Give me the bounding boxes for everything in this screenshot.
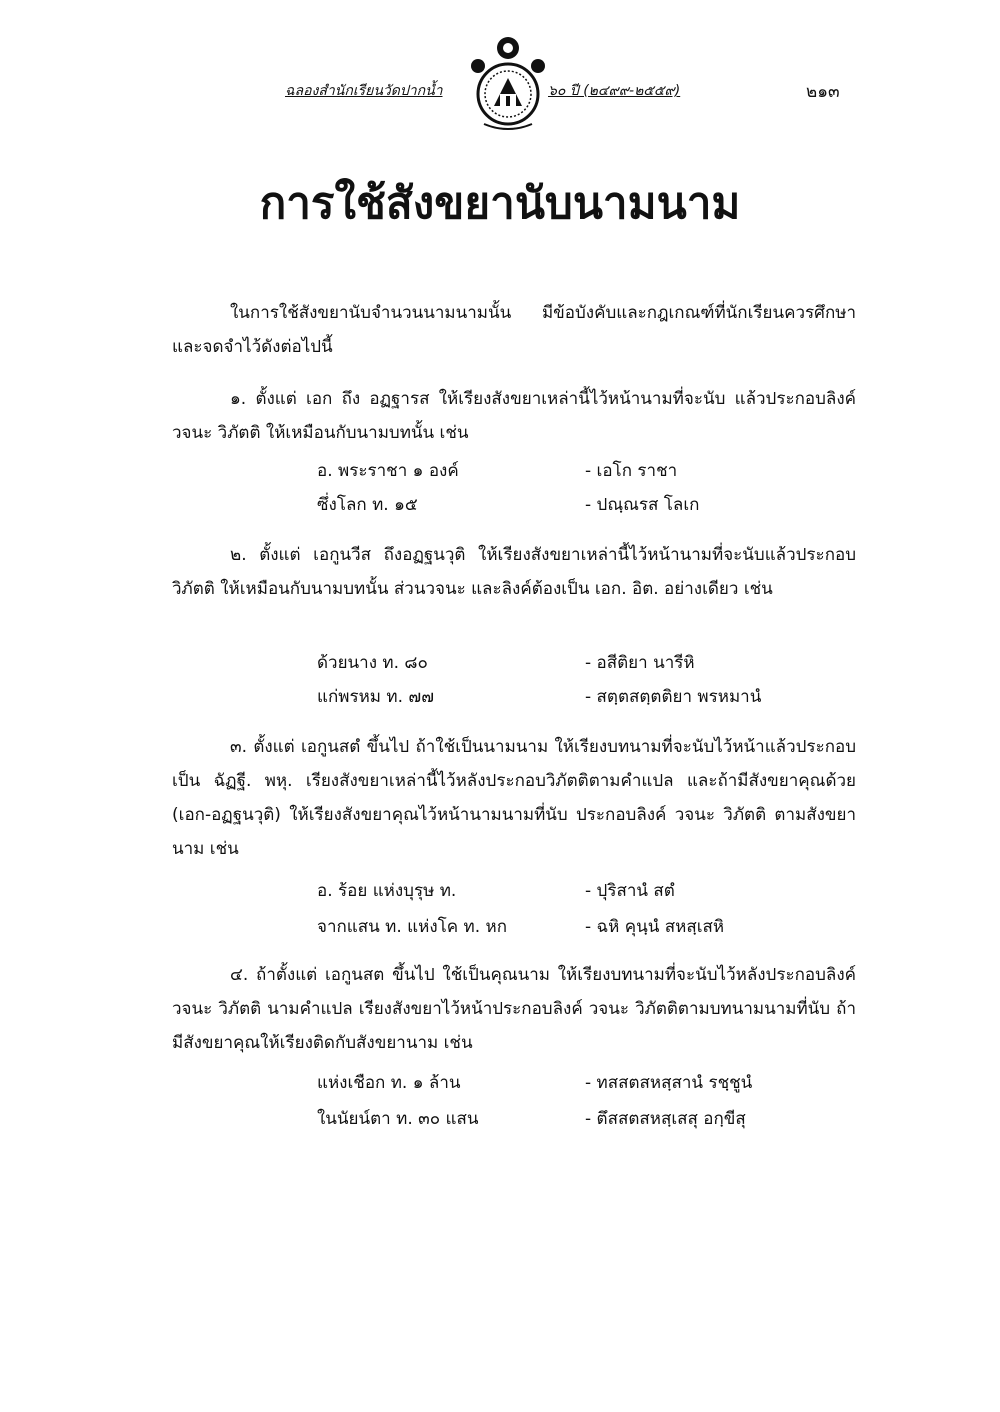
example-pali: - ปณฺณรส โลเก [585,495,700,515]
example-thai: จากแสน ท. แห่งโค ท. หก [317,917,508,937]
rule-2-example-1 [317,646,857,680]
example-thai: อ. ร้อย แห่งบุรุษ ท. [317,881,457,901]
example-pali: - ตึสสตสหสฺเสสุ อกฺขีสุ [585,1109,746,1129]
example-pali: - ฉหิ คุนฺนํ สหสฺเสหิ [585,917,725,937]
example-pali: - เอโก ราชา [585,461,678,481]
example-thai: อ. พระราชา ๑ องค์ [317,461,459,481]
example-thai: ซึ่งโลก ท. ๑๕ [317,495,418,515]
example-pali: - สตฺตสตฺตติยา พรหมานํ [585,687,762,707]
rule-4-example-1 [317,1066,857,1100]
example-thai: แห่งเชือก ท. ๑ ล้าน [317,1073,461,1093]
rule-1-example-1 [317,454,857,488]
intro-paragraph: ในการใช้สังขยานับจำนวนนามนามนั้น มีข้อบังคับและกฎเกณฑ์ที่นักเรียนควรศึกษาและจดจำไว้ดังต่อไปนี้ [172,303,856,357]
rule-4-paragraph: ๔. ถ้าตั้งแต่ เอกูนสต ขึ้นไป ใช้เป็นคุณนาม ให้เรียงบทนามที่จะนับไว้หลังประกอบลิงค์ วจนะ วิภัตติ นามคำแปล เรียงสังขยาไว้หน้าประกอบลิงค์ วจนะ วิภัตติตามบทนามนามที่นับ ถ้ามีสังขยาคุณให้เรียงติดกับสังขยานาม เช่น [172,965,856,1053]
page-number: ๒๑๓ [806,82,840,102]
example-thai: แก่พรหม ท. ๗๗ [317,687,434,707]
rule-2-paragraph: ๒. ตั้งแต่ เอกูนวีส ถึงอฏฐนวุติ ให้เรียงสังขยาเหล่านี้ไว้หน้านามที่จะนับแล้วประกอบ วิภัตติ ให้เหมือนกับนามบทนั้น ส่วนวจนะ และลิงค์ต้องเป็น เอก. อิต. อย่างเดียว เช่น [172,545,856,599]
header-anniversary-text: ๖๐ ปี (๒๔๙๙-๒๕๕๙) [548,83,681,99]
page-title: การใช้สังขยานับนามนาม [259,178,741,229]
example-pali: - ปุริสานํ สตํ [585,881,675,901]
rule-2-example-2 [317,680,857,714]
rule-3-example-2 [317,910,857,944]
rule-1-paragraph: ๑. ตั้งแต่ เอก ถึง อฏฐารส ให้เรียงสังขยาเหล่านี้ไว้หน้านามที่จะนับ แล้วประกอบลิงค์ วจนะ วิภัตติ ให้เหมือนกับนามบทนั้น เช่น [172,389,856,443]
example-thai: ในนัยน์ตา ท. ๓๐ แสน [317,1109,479,1129]
example-pali: - อสีติยา นารีหิ [585,653,695,673]
example-thai: ด้วยนาง ท. ๘๐ [317,653,428,673]
rule-3-paragraph: ๓. ตั้งแต่ เอกูนสตํ ขึ้นไป ถ้าใช้เป็นนามนาม ให้เรียงบทนามที่จะนับไว้หน้าแล้วประกอบเป็น ฉัฏฐี. พหุ. เรียงสังขยาเหล่านี้ไว้หลังประกอบวิภัตติตามคำแปล และถ้ามีสังขยาคุณด้วย (เอก-อฏฐนวุติ) ให้เรียงสังขยาคุณไว้หน้านามนามที่นับ ประกอบลิงค์ วจนะ วิภัตติ ตามสังขยานาม เช่น [172,737,856,859]
rule-3-example-1 [317,874,857,908]
rule-1-example-2 [317,488,857,522]
header-left-text: ฉลองสำนักเรียนวัดปากน้ำ [285,83,443,99]
temple-seal-icon [466,32,550,134]
example-pali: - ทสสตสหสฺสานํ รชฺชูนํ [585,1073,753,1093]
rule-4-example-2 [317,1102,857,1136]
